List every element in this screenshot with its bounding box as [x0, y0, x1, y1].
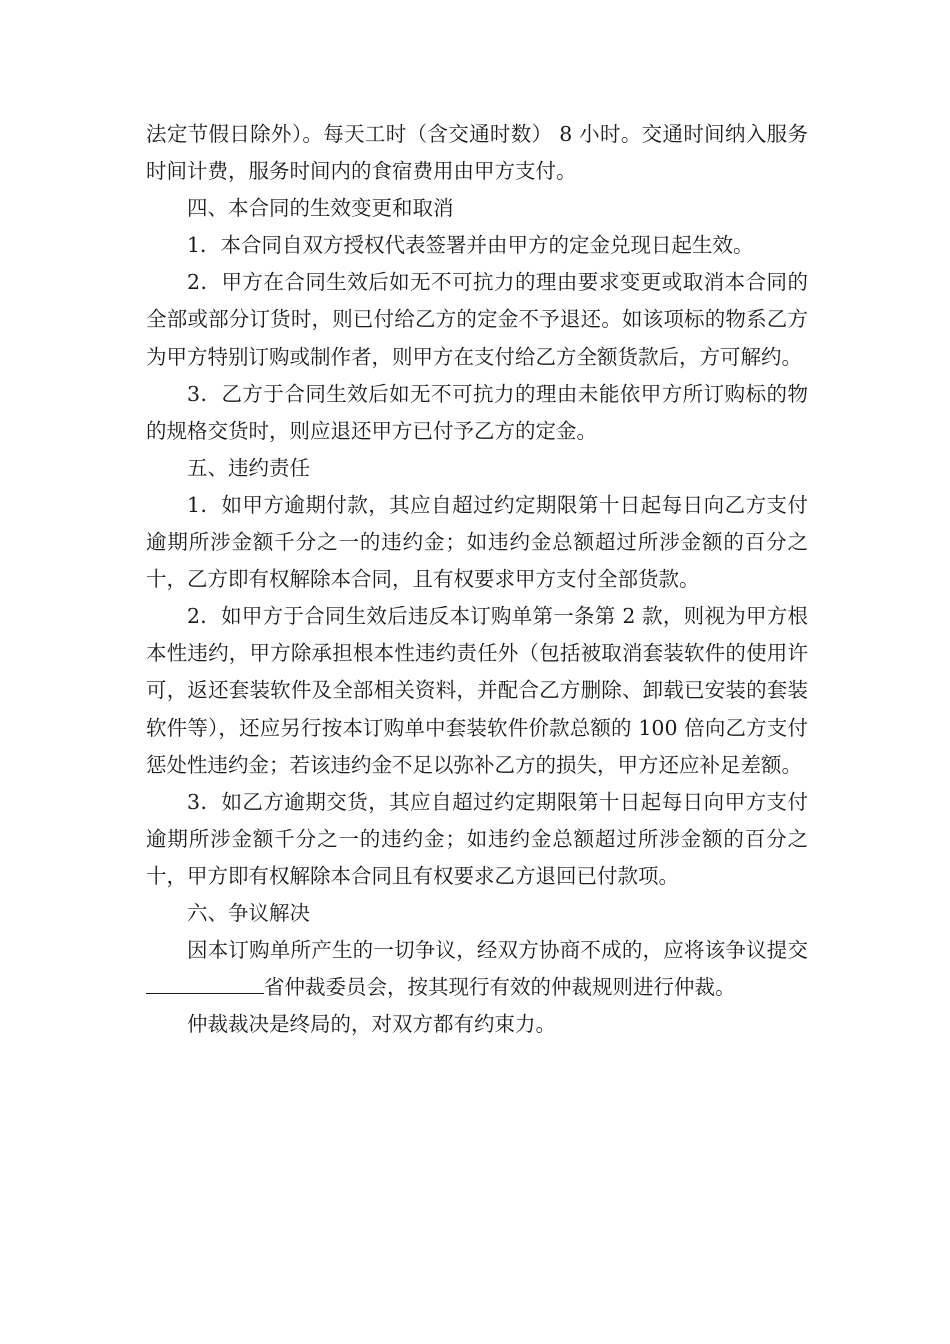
clause-4-1: 1．本合同自双方授权代表签署并由甲方的定金兑现日起生效。: [187, 233, 754, 258]
clause-4-2: 2．甲方在合同生效后如无不可抗力的理由要求变更或取消本合同的全部或部分订货时，则已付给乙方的定金不予退还。如该项标的物系乙方为甲方特别订购或制作者，则甲方在支付给乙方全额货款后，方可解约。: [146, 270, 808, 369]
document-page: [146, 116, 808, 1043]
dispute-text-before: 因本订购单所产生的一切争议，经双方协商不成的，应将该争议提交: [187, 938, 808, 963]
clause-4-3: 3．乙方于合同生效后如无不可抗力的理由未能依甲方所订购标的物的规格交货时，则应退还甲方已付予乙方的定金。: [146, 381, 808, 443]
section-heading-4: 四、本合同的生效变更和取消: [187, 196, 454, 221]
dispute-text-after: 省仲裁委员会，按其现行有效的仲裁规则进行仲裁。: [264, 975, 736, 1000]
fill-in-blank: [146, 971, 264, 994]
clause-5-3: 3．如乙方逾期交货，其应自超过约定期限第十日起每日向甲方支付逾期所涉金额千分之一的违约金；如违约金总额超过所涉金额的百分之十，甲方即有权解除本合同且有权要求乙方退回已付款项。: [146, 789, 808, 888]
clause-5-2: 2．如甲方于合同生效后违反本订购单第一条第 2 款，则视为甲方根本性违约，甲方除承担根本性违约责任外（包括被取消套装软件的使用许可，返还套装软件及全部相关资料，并配合乙方删除、卸载已安装的套装软件等），还应另行按本订购单中套装软件价款总额的 100 倍向乙方支付惩处性违约金；若该违约金不足以弥补乙方的损失，甲方还应补足差额。: [146, 604, 808, 777]
section-heading-5: 五、违约责任: [187, 455, 310, 480]
dispute-clause: [146, 932, 808, 1006]
paragraph-continuation: 法定节假日除外）。每天工时（含交通时数） 8 小时。交通时间纳入服务时间计费，服务时间内的食宿费用由甲方支付。: [146, 122, 808, 184]
final-clause: 仲裁裁决是终局的，对双方都有约束力。: [187, 1012, 556, 1037]
section-heading-6: 六、争议解决: [187, 900, 310, 925]
clause-5-1: 1．如甲方逾期付款，其应自超过约定期限第十日起每日向乙方支付逾期所涉金额千分之一的违约金；如违约金总额超过所涉金额的百分之十，乙方即有权解除本合同，且有权要求甲方支付全部货款。: [146, 492, 808, 592]
